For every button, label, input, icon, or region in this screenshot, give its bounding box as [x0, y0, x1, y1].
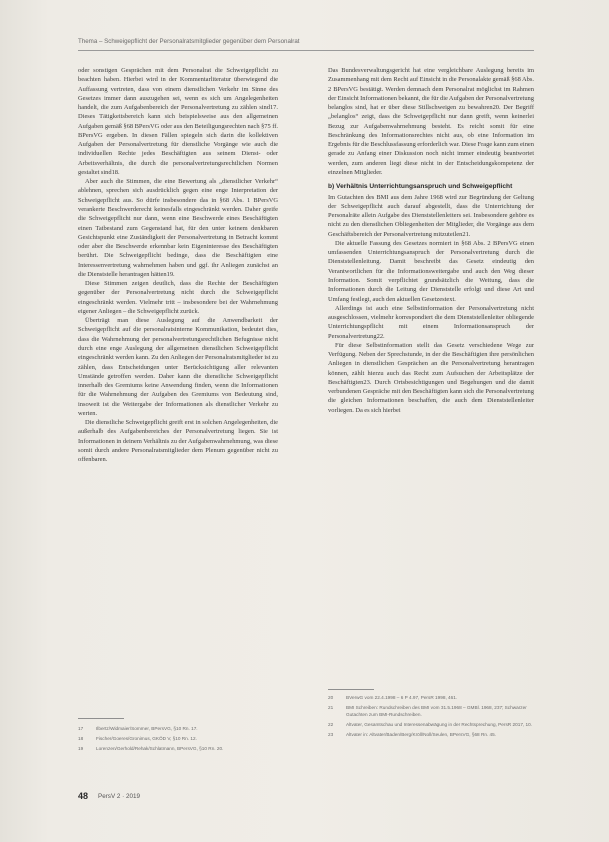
footnote-number: 20	[328, 695, 334, 700]
right-paragraph-1: Das Bundesverwaltungsgericht hat eine vergleichbare Auslegung bereits im Zusammenhang mit dem Recht auf Einsicht in die Personalakte gemäß §68 Abs. 2 BPersVG bestätigt. Werden demnach dem Personalrat möglichst im Rahmen der Einsicht Informationen bekannt, die für die Aufgaben der Personalvertretung belanglos sind, hat er über diese Stillschweigen zu bewahren20. Der Begriff „belanglos“ zeigt, dass die Schweigepflicht nur dann greift, wenn keinerlei Bezug zur Aufgabenwahrnehmung besteht. Es reicht somit für eine Beschränkung des Informationsrechtes nicht aus, ob eine Information im Ergebnis für die Beschlussfassung erforderlich war. Diese Frage kann zum einen gerade zu Anfang einer Diskussion noch nicht immer eindeutig beantwortet werden, zum anderen liegt diese nicht in der Entscheidungskompetenz der einzelnen Mitglieder.	[328, 67, 534, 176]
header-rule	[78, 50, 534, 51]
left-paragraph-3: Diese Stimmen zeigen deutlich, dass die Rechte der Beschäftigten gegenüber der Personalvertretung nicht durch die Schweigepflicht eingeschränkt werden. Vielmehr tritt – insbesondere bei der Wahrnehmung eigener Anliegen – die Schweigepflicht zurück.	[78, 280, 278, 315]
left-paragraph-5: Die dienstliche Schweigepflicht greift erst in solchen Angelegenheiten, die außerhalb des Aufgabenbereiches der Personalvertretung liegen. Sie ist Informationen in deinem Verhältnis zu der Aufgabenwahrnehmung, was diese somit durch andere Personalratsmitglieder dem Plenum gegenüber nicht zu offenbaren.	[78, 419, 278, 464]
right-paragraph-2: Im Gutachten des BMI aus dem Jahre 1968 wird zur Begründung der Geltung der Schweigepflicht auch darauf abgestellt, dass die Unterrichtung der Personalräte allein Aufgabe des Dienststellenleiters sei. Insbesondere gehöre es nicht zu den dienstlichen Obliegenheiten der Mitglieder, die Vorgänge aus dem Geschäftsbereich der Personalvertretung mitzuteilen21.	[328, 193, 534, 238]
footnote	[78, 745, 278, 752]
left-paragraph-4: Überträgt man diese Auslegung auf die Anwendbarkeit der Schweigepflicht auf die personalratsinterne Kommunikation, bedeutet dies, dass die Wahrnehmung der personalvertretungsrechtlichen Befugnisse nicht durch eine enge Auslegung der allgemeinen dienstlichen Schweigepflicht eingeschränkt werden kann. Zu den Anliegen der Personalratsmitglieder ist zu zählen, dass Entscheidungen unter Berücksichtigung aller relevanten Umstände getroffen werden. Daher kann die dienstliche Schweigepflicht innerhalb des Gremiums keine Anwendung finden, wenn die Informationen für die Wahrnehmung der Aufgaben des Gremiums von Bedeutung sind, insoweit ist die Weitergabe der Informationen als dienstlicher Verkehr zu werten.	[78, 317, 278, 417]
footnote-text: Fischer/Goeres/Gronimus, GKÖD V, §10 Rn. 12.	[96, 736, 197, 741]
footnote-number: 19	[78, 746, 84, 751]
footnote-text: Altvater, Gesamtschau und Interessenabwägung in der Rechtsprechung, PersR 2017, 10.	[346, 722, 533, 727]
running-header: Thema – Schweigepflicht der Personalratsmitglieder gegenüber dem Personalrat	[78, 38, 300, 45]
footnotes-right	[328, 694, 534, 741]
left-column	[78, 66, 278, 464]
footnote-text: Lorenzen/Gerhold/Rehak/Schlatmann, BPersVG, §10 Rn. 20.	[96, 746, 224, 751]
right-paragraph-3: Die aktuelle Fassung des Gesetzes normiert in §68 Abs. 2 BPersVG einen umfassenden Unterrichtungsanspruch der Personalvertretung durch die Dienststellenleitung. Damit beschreibt das Gesetz eindeutig den Verantwortlichen für die Informationsweitergabe und auch den Weg dieser Information. Somit verpflichtet grundsätzlich die Weitung, dass die Informationen durch die Leitung der Dienststelle erfolgt und diese Art und Umfang festlegt, auch den aktuellen Gesetzestext.	[328, 239, 534, 303]
page-number: 48	[78, 791, 89, 801]
footnote-text: Ilbertz/Widmaier/Sommer, BPersVG, §10 Rn. 17.	[96, 726, 198, 731]
right-paragraph-4: Allerdings ist auch eine Selbstinformation der Personalvertretung nicht ausgeschlossen, vielmehr korrespondiert die dem Dienststellenleiter obliegende Unterrichtungspflicht mit einem Informationsanspruch der Personalvertretung22.	[328, 304, 534, 340]
footnote-number: 17	[78, 726, 84, 731]
footnote-text: BVerwG vom 22.4.1998 – 6 P 4.97, PersR 1998, 461.	[346, 695, 458, 700]
footnote-rule-left	[78, 718, 124, 719]
footnote	[78, 725, 278, 732]
footnote-text: Altvater in: Altvater/Baden/Berg/Kröll/Noll/Seulen, BPersVG, §68 Rn. 45.	[346, 732, 497, 737]
footnote-number: 18	[78, 736, 84, 741]
footnote	[328, 721, 534, 728]
left-paragraph-2: Aber auch die Stimmen, die eine Bewertung als „dienstlicher Verkehr“ ablehnen, sprechen sich ausdrücklich gegen eine enge Interpretation der Schweigepflicht aus. So dürfe insbesondere das in §68 Abs. 1 BPersVG verankerte Beschwerderecht keinesfalls eingeschränkt werden. Daher greife die Schweigepflicht nur dann, wenn eine Beschwerde eines Beschäftigten einen Tatbestand zum Gegenstand hat, für den unter keinem denkbaren Gesichtspunkt eine Zuständigkeit der Personalvertretung in Betracht kommt oder aber die Beschwerde erkennbar kein Eigeninteresse des Beschäftigten berührt. Die Schweigepflicht bedinge, dass die Beschäftigten eine Interessenvertretung wahrnehmen haben und ggf. ihr Anliegen zunächst an die Dienststelle herantragen hätten19.	[78, 178, 278, 278]
footnote	[78, 735, 278, 742]
left-paragraph-1: oder sonstigen Gesprächen mit dem Personalrat die Schweigepflicht zu beachten haben. Hierbei wird in der Kommentarliteratur überwiegend die Auffassung vertreten, dass von einem dienstlichen Verkehr im Sinne des Gesetzes immer dann auszugehen sei, wenn es sich um Angelegenheiten handelt, die zum Aufgabenbereich der Personalvertretung zu zählen sind17. Dieses Tätigkeitsbereich kann sich beispielsweise aus den allgemeinen Aufgaben gemäß §68 BPersVG oder aus den Beteiligungsrechten nach §75 ff. BPersVG ergeben. In diesen Fällen spiegeln sich darin die kollektiven Aufgaben der Personalvertretung für dienstliche Vorgänge wie auch die individuellen Rechte jedes Beschäftigten aus seinem Dienst- oder Arbeitsverhältnis, die durch die personalvertretungsrechtlichen Normen gestaltet sind18.	[78, 67, 278, 176]
footnotes-left	[78, 725, 278, 755]
footnote-number: 22	[328, 722, 334, 727]
footnote-number: 23	[328, 732, 334, 737]
footnote-rule-right	[328, 689, 374, 690]
footnote	[328, 694, 534, 701]
footnote	[328, 731, 534, 738]
section-heading: b) Verhältnis Unterrichtungsanspruch und Schweigepflicht	[328, 183, 513, 191]
footnote	[328, 704, 534, 718]
journal-issue: PersV 2 · 2019	[98, 793, 141, 800]
right-column	[328, 66, 534, 415]
footnote-text: BMI Schreiben: Rundschreiben des BMI vom 31.5.1968 – GMBl. 1968, 237; Schwarzer Gutachten zum BMI-Rundschreiben.	[346, 705, 527, 717]
footnote-number: 21	[328, 705, 334, 710]
right-paragraph-5: Für diese Selbstinformation stellt das Gesetz verschiedene Wege zur Verfügung. Neben der Sprechstunde, in der die Beschäftigten ihre persönlichen Anliegen in dienstlichen Gesprächen an die Personalvertretung herantragen können, zählt hierzu auch das Recht zum Aufsuchen der Arbeitsplätze der Beschäftigten23. Durch Ortsbesichtigungen und Begehungen und die damit verbundenen Gespräche mit den Beschäftigten kann sich die Personalvertretung die gleichen Informationen beschaffen, die auch dem Dienststellenleiter vorliegen. Da es sich hierbei	[328, 341, 534, 414]
